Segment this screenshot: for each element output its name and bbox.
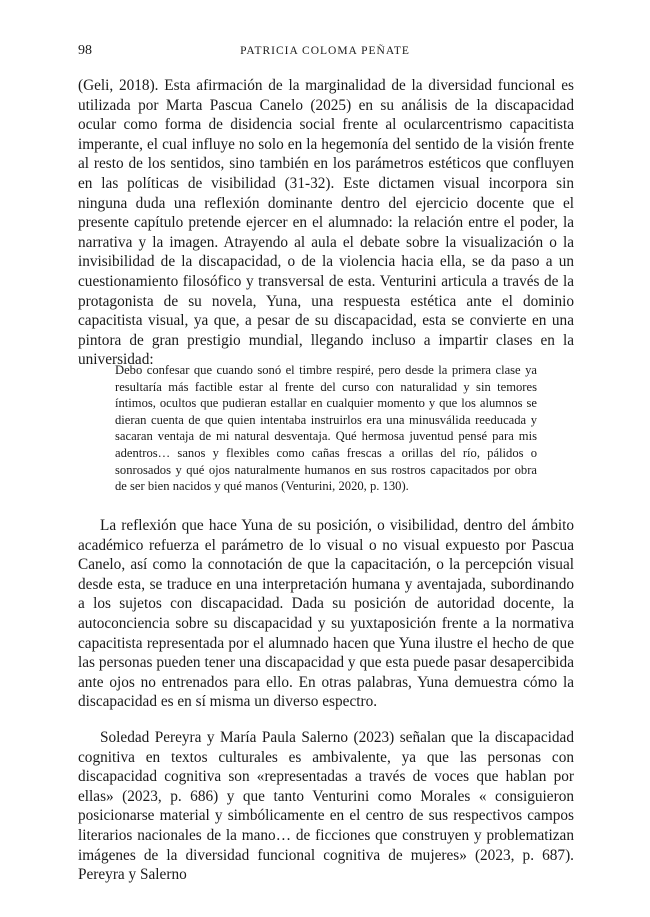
body-paragraph-3: Soledad Pereyra y María Paula Salerno (2023) señalan que la discapacidad cognitiva en textos culturales es ambivalente, ya que las personas con discapacidad cognitiva son «representadas a través de voces que hablan por ellas» (2023, p. 686) y que tanto Venturini como Morales « consiguieron posicionarse material y simbólicamente en el centro de sus respectivos campos literarios nacionales de la mano… de ficciones que construyen y problematizan imágenes de la diversidad funcional cognitiva de mujeres» (2023, p. 687). Pereyra y Salerno — [78, 729, 574, 884]
body-paragraph-2: La reflexión que hace Yuna de su posición, o visibilidad, dentro del ámbito académico refuerza el parámetro de lo visual o no visual expuesto por Pascua Canelo, así como la connotación de que la capacitación, o la percepción visual desde esta, se traduce en una interpretación humana y aventajada, subordinando a los sujetos con discapacidad. Dada su posición de autoridad docente, la autoconciencia sobre su discapacidad y su yuxtaposición frente a la normativa capacitista representada por el alumnado hacen que Yuna ilustre el hecho de que las personas pueden tener una discapacidad y que esta puede pasar desapercibida ante ojos no entrenados para ello. En otras palabras, Yuna demuestra cómo la discapacidad es en sí misma un diverso espectro. — [78, 517, 574, 711]
body-paragraph-1: (Geli, 2018). Esta afirmación de la marginalidad de la diversidad funcional es utilizada por Marta Pascua Canelo (2025) en su análisis de la discapacidad ocular como forma de disidencia social frente al ocularcentrismo capacitista imperante, el cual influye no solo en la hegemonía del sentido de la visión frente al resto de los sentidos, sino también en los parámetros estéticos que confluyen en las políticas de visibilidad (31-32). Este dictamen visual incorpora sin ninguna duda una reflexión dominante dentro del ejercicio docente que el presente capítulo pretende ejercer en el alumnado: la relación entre el poder, la narrativa y la imagen. Atrayendo al aula el debate sobre la visualización o la invisibilidad de la discapacidad, o de la violencia hacia ella, se da paso a un cuestionamiento filosófico y transversal de esta. Venturini articula a través de la protagonista de su novela, Yuna, una respuesta estética ante el dominio capacitista visual, ya que, a pesar de su discapacidad, esta se convierte en una pintora de gran prestigio mundial, llegando incluso a impartir clases en la universidad: — [78, 77, 574, 369]
page-number: 98 — [78, 43, 92, 58]
block-quote: Debo confesar que cuando sonó el timbre respiré, pero desde la primera clase ya resultaría más factible estar al frente del curso con naturalidad y sin temores íntimos, ocultos que pudieran estallar en cualquier momento y que los alumnos se dieran cuenta de que quien intentaba instruirlos era una minusválida reeducada y sacaran ventaja de mi natural desventaja. Qué hermosa juventud pensé para mis adentros… sanos y flexibles como cañas frescas a orillas del río, pálidos o sonrosados y qué ojos naturalmente humanos en sus rostros capacitados por obra de ser bien nacidos y qué manos (Venturini, 2020, p. 130). — [115, 363, 537, 494]
running-head: PATRICIA COLOMA PEÑATE — [240, 45, 410, 57]
